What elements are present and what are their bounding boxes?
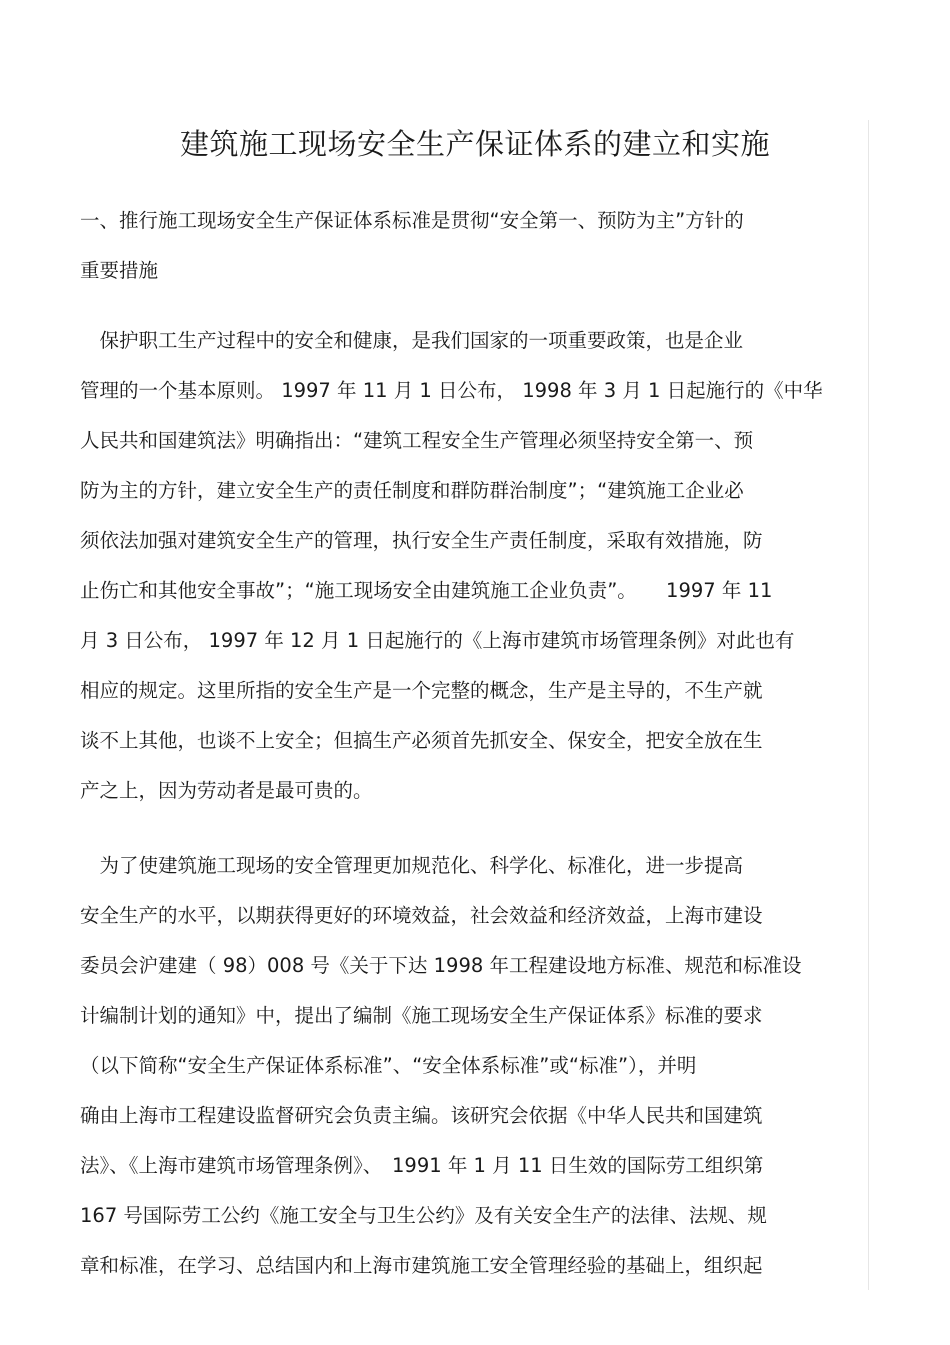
paragraph-line: 安全生产的水平，以期获得更好的环境效益，社会效益和经济效益，上海市建设 <box>80 904 763 927</box>
document-title: 建筑施工现场安全生产保证体系的建立和实施 <box>179 127 770 161</box>
paragraph-line: 防为主的方针，建立安全生产的责任制度和群防群治制度”；“建筑施工企业必 <box>80 479 744 502</box>
paragraph-line: 保护职工生产过程中的安全和健康，是我们国家的一项重要政策，也是企业 <box>80 329 744 352</box>
section-heading <box>80 196 860 296</box>
paragraph-line: 相应的规定。这里所指的安全生产是一个完整的概念，生产是主导的，不生产就 <box>80 679 763 702</box>
paragraph-line: 计编制计划的通知》中，提出了编制《施工现场安全生产保证体系》标准的要求 <box>80 1004 763 1027</box>
paragraph-line: 止伤亡和其他安全事故”；“施工现场安全由建筑施工企业负责”。 1997 年 11 <box>80 579 773 602</box>
paragraph-line: 167 号国际劳工公约《施工安全与卫生公约》及有关安全生产的法律、法规、规 <box>80 1204 767 1227</box>
paragraph-line: （以下简称“安全生产保证体系标准”、“安全体系标准”或“标准”），并明 <box>80 1054 697 1077</box>
heading-line: 重要措施 <box>80 259 159 282</box>
paragraph-line: 委员会沪建建（ 98）008 号《关于下达 1998 年工程建设地方标准、规范和标准设 <box>80 954 802 977</box>
paragraph-1 <box>80 316 860 816</box>
paragraph-line: 产之上，因为劳动者是最可贵的。 <box>80 779 373 802</box>
paragraph-line: 管理的一个基本原则。 1997 年 11 月 1 日公布， 1998 年 3 月 1 日起施行的《中华 <box>80 379 823 402</box>
heading-line: 一、推行施工现场安全生产保证体系标准是贯彻“安全第一、预防为主”方针的 <box>80 209 744 232</box>
page-edge-rule <box>868 120 869 1290</box>
paragraph-line: 谈不上其他，也谈不上安全；但搞生产必须首先抓安全、保安全，把安全放在生 <box>80 729 763 752</box>
paragraph-line: 为了使建筑施工现场的安全管理更加规范化、科学化、标准化，进一步提高 <box>80 854 744 877</box>
paragraph-line: 月 3 日公布， 1997 年 12 月 1 日起施行的《上海市建筑市场管理条例》对此也有 <box>80 629 795 652</box>
paragraph-line: 人民共和国建筑法》明确指出：“建筑工程安全生产管理必须坚持安全第一、预 <box>80 429 754 452</box>
paragraph-line: 章和标准，在学习、总结国内和上海市建筑施工安全管理经验的基础上，组织起 <box>80 1254 763 1277</box>
paragraph-line: 法》、《上海市建筑市场管理条例》、 1991 年 1 月 11 日生效的国际劳工组织第 <box>80 1154 764 1177</box>
paragraph-line: 确由上海市工程建设监督研究会负责主编。该研究会依据《中华人民共和国建筑 <box>80 1104 763 1127</box>
paragraph-2 <box>80 841 860 1291</box>
paragraph-line: 须依法加强对建筑安全生产的管理，执行安全生产责任制度，采取有效措施，防 <box>80 529 763 552</box>
